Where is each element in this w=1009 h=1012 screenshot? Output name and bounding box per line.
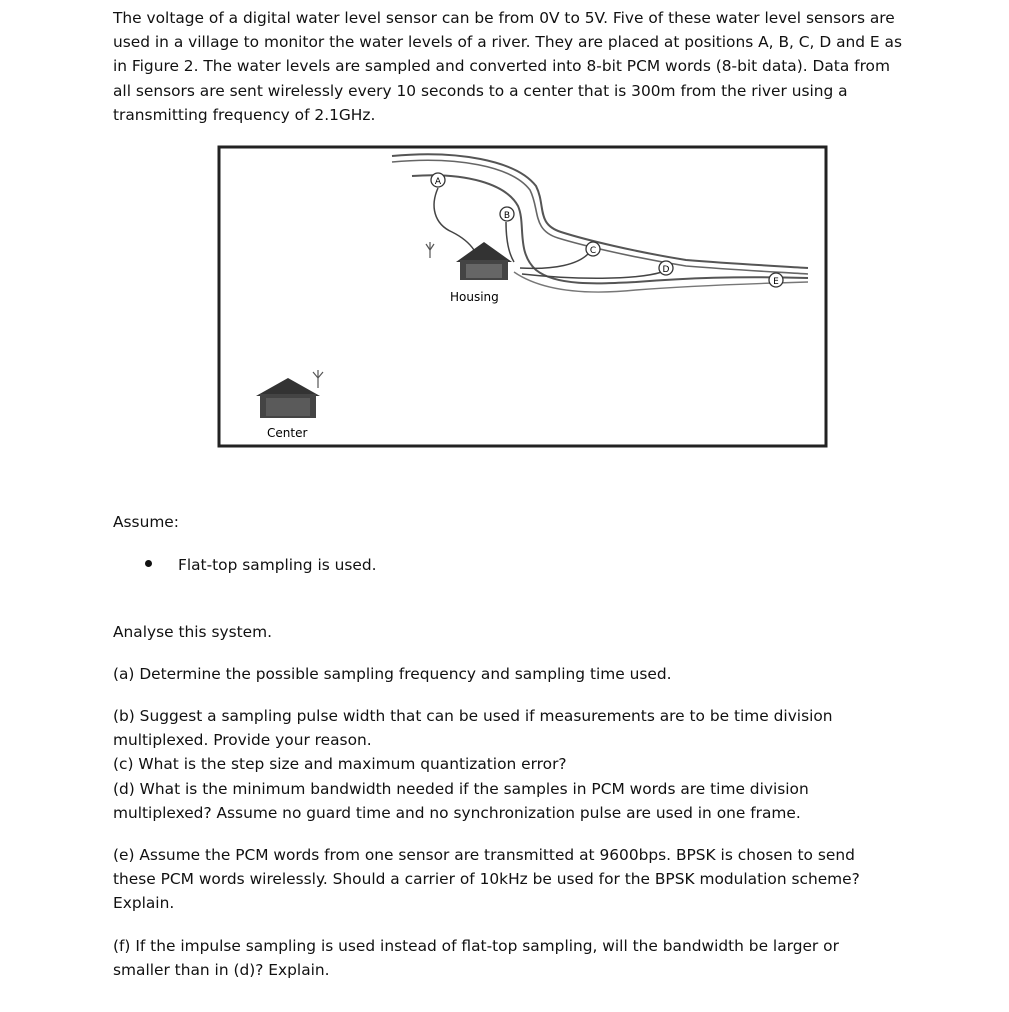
sensor-label-c: C [589, 246, 597, 256]
sensor-marker-a [431, 173, 445, 187]
bullet-dot [145, 560, 152, 567]
sensor-label-b: B [503, 211, 511, 221]
question-line: (f) If the impulse sampling is used instead of flat-top sampling, will the bandwidth be larger or [113, 937, 839, 955]
river-map-figure [216, 144, 830, 450]
question-f [113, 934, 839, 982]
question-e [113, 843, 860, 916]
questions-b-c-d [113, 704, 833, 825]
intro-line: in Figure 2. The water levels are sampled and converted into 8-bit PCM words (8-bit data). Data from [113, 57, 890, 76]
question-line: Explain. [113, 894, 175, 913]
sensor-marker-d [659, 261, 673, 275]
analyse-instruction: Analyse this system. [113, 623, 272, 641]
sensor-label-a: A [434, 177, 442, 187]
question-line: these PCM words wirelessly. Should a carrier of 10kHz be used for the BPSK modulation scheme? [113, 870, 860, 889]
intro-paragraph [113, 6, 902, 127]
intro-line: all sensors are sent wirelessly every 10 seconds to a center that is 300m from the river using a [113, 81, 848, 100]
question-line: multiplexed. Provide your reason. [113, 731, 372, 750]
intro-line: used in a village to monitor the water levels of a river. They are placed at positions A, B, C, D and E as [113, 33, 902, 52]
sensor-marker-e [769, 273, 783, 287]
question-line: smaller than in (d)? Explain. [113, 961, 330, 980]
question-line: (d) What is the minimum bandwidth needed if the samples in PCM words are time division [113, 779, 809, 798]
intro-line: transmitting frequency of 2.1GHz. [113, 105, 376, 124]
question-line: (b) Suggest a sampling pulse width that can be used if measurements are to be time division [113, 707, 833, 725]
assume-heading: Assume: [113, 513, 179, 531]
question-a: (a) Determine the possible sampling frequency and sampling time used. [113, 665, 672, 683]
intro-line: The voltage of a digital water level sensor can be from 0V to 5V. Five of these water level sensors are [113, 9, 895, 27]
question-line: (e) Assume the PCM words from one sensor are transmitted at 9600bps. BPSK is chosen to send [113, 846, 855, 864]
sensor-marker-c [586, 242, 600, 256]
housing-label: Housing [450, 290, 499, 304]
sensor-marker-b [500, 207, 514, 221]
center-label: Center [267, 426, 308, 440]
sensor-label-e: E [773, 277, 779, 287]
assumption-item: Flat-top sampling is used. [178, 556, 377, 574]
sensor-label-d: D [662, 265, 670, 275]
question-line: multiplexed? Assume no guard time and no synchronization pulse are used in one frame. [113, 803, 801, 822]
question-line: (c) What is the step size and maximum quantization error? [113, 755, 567, 774]
